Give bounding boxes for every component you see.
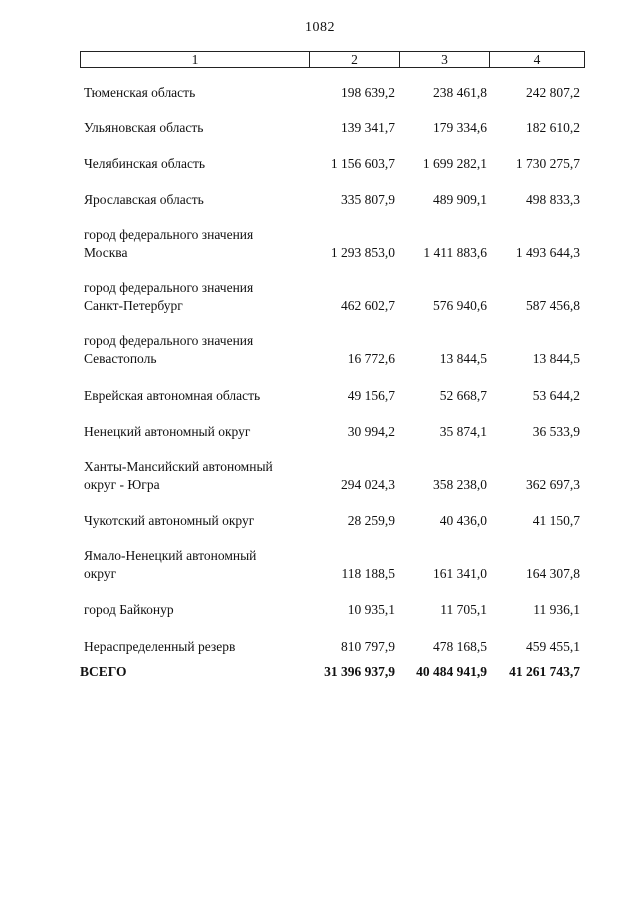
value-col-2: 198 639,2: [341, 85, 395, 100]
value-col-2: 31 396 937,9: [324, 664, 395, 679]
region-name: [80, 387, 308, 405]
region-name-line: Чукотский автономный округ: [84, 513, 255, 528]
value-col-3: 1 699 282,1: [422, 156, 487, 171]
column-header-2: 2: [309, 52, 399, 67]
value-col-4: 11 936,1: [533, 602, 580, 617]
region-name-line: округ: [84, 566, 117, 581]
value-col-3: 13 844,5: [439, 351, 487, 366]
value-col-4: 1 493 644,3: [515, 245, 580, 260]
region-name-line: Москва: [84, 245, 128, 260]
value-col-3: 238 461,8: [433, 85, 487, 100]
value-col-3: 35 874,1: [439, 424, 487, 439]
table-row: [80, 638, 585, 656]
table-row: [80, 547, 585, 583]
region-name-line: город федерального значения: [84, 333, 254, 348]
value-col-2: 1 156 603,7: [330, 156, 395, 171]
value-col-3: 358 238,0: [433, 477, 487, 492]
region-name-line: Ханты-Мансийский автономный: [84, 459, 273, 474]
table-row: [80, 84, 585, 102]
value-col-3: 478 168,5: [433, 639, 487, 654]
region-name: [80, 155, 308, 173]
value-col-4: 498 833,3: [526, 192, 580, 207]
region-name: [80, 547, 308, 583]
region-name-line: город федерального значения: [84, 280, 254, 295]
page-number: 1082: [305, 20, 335, 35]
region-name: [80, 423, 308, 441]
region-name: [80, 226, 308, 262]
value-col-3: 40 484 941,9: [416, 664, 487, 679]
total-row: [80, 663, 585, 681]
table-header-row: [80, 51, 585, 68]
value-col-3: 11 705,1: [440, 602, 487, 617]
region-name: [80, 84, 308, 102]
region-name-line: Санкт-Петербург: [84, 298, 183, 313]
value-col-3: 52 668,7: [439, 388, 487, 403]
value-col-4: 53 644,2: [532, 388, 580, 403]
value-col-3: 1 411 883,6: [423, 245, 487, 260]
table-row: [80, 423, 585, 441]
table-row: [80, 155, 585, 173]
region-name: [80, 601, 308, 619]
region-name-line: Ярославская область: [84, 192, 204, 207]
table-row: [80, 458, 585, 494]
value-col-4: 182 610,2: [526, 120, 580, 135]
table-row: [80, 601, 585, 619]
region-name-line: Ненецкий автономный округ: [84, 424, 251, 439]
table-row: [80, 226, 585, 262]
region-name-line: Челябинская область: [84, 156, 206, 171]
value-col-2: 139 341,7: [341, 120, 395, 135]
total-label: ВСЕГО: [80, 664, 127, 679]
value-col-2: 335 807,9: [341, 192, 395, 207]
table-row: [80, 332, 585, 368]
value-col-4: 242 807,2: [526, 85, 580, 100]
value-col-3: 179 334,6: [433, 120, 487, 135]
region-name: [80, 512, 308, 530]
region-name: [80, 638, 308, 656]
value-col-4: 36 533,9: [532, 424, 580, 439]
value-col-2: 16 772,6: [347, 351, 395, 366]
region-name: [80, 332, 308, 368]
table-row: [80, 119, 585, 137]
value-col-2: 462 602,7: [341, 298, 395, 313]
column-header-1: 1: [191, 51, 199, 67]
region-name-line: Севастополь: [84, 351, 157, 366]
region-name: [80, 458, 308, 494]
value-col-3: 576 940,6: [433, 298, 487, 313]
value-col-2: 118 188,5: [341, 566, 395, 581]
table-row: [80, 512, 585, 530]
region-name-line: округ - Югра: [84, 477, 160, 492]
region-name-line: Нераспределенный резерв: [84, 639, 236, 654]
value-col-4: 41 261 743,7: [509, 664, 580, 679]
value-col-2: 1 293 853,0: [330, 245, 395, 260]
region-name-line: город федерального значения: [84, 227, 254, 242]
value-col-4: 1 730 275,7: [515, 156, 580, 171]
table-row: [80, 387, 585, 405]
region-name: [80, 119, 308, 137]
region-name: [80, 279, 308, 315]
value-col-2: 28 259,9: [347, 513, 395, 528]
table-row: [80, 279, 585, 315]
value-col-2: 294 024,3: [341, 477, 395, 492]
region-name-line: Ульяновская область: [84, 120, 204, 135]
table-row: [80, 191, 585, 209]
region-name-line: город Байконур: [84, 602, 174, 617]
value-col-4: 459 455,1: [526, 639, 580, 654]
value-col-4: 13 844,5: [532, 351, 580, 366]
value-col-2: 30 994,2: [347, 424, 395, 439]
value-col-4: 587 456,8: [526, 298, 580, 313]
column-header-4: 4: [489, 52, 584, 67]
value-col-2: 10 935,1: [347, 602, 395, 617]
value-col-2: 49 156,7: [347, 388, 395, 403]
value-col-3: 40 436,0: [439, 513, 487, 528]
value-col-4: 164 307,8: [526, 566, 580, 581]
region-name: [80, 191, 308, 209]
value-col-4: 362 697,3: [526, 477, 580, 492]
region-name-line: Ямало-Ненецкий автономный: [84, 548, 257, 563]
value-col-4: 41 150,7: [532, 513, 580, 528]
column-header-3: 3: [399, 52, 489, 67]
value-col-3: 161 341,0: [433, 566, 487, 581]
value-col-3: 489 909,1: [433, 192, 487, 207]
region-name-line: Еврейская автономная область: [84, 388, 261, 403]
region-name-line: Тюменская область: [84, 85, 196, 100]
value-col-2: 810 797,9: [341, 639, 395, 654]
